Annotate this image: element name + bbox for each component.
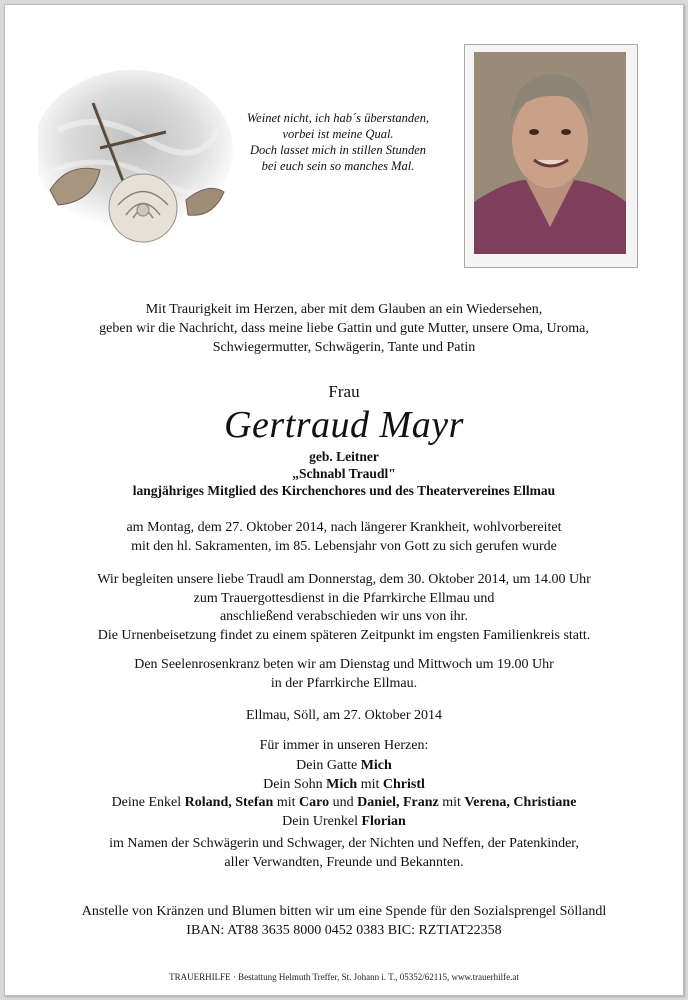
poem-line: vorbei ist meine Qual.: [282, 127, 394, 141]
portrait-icon: [474, 52, 626, 254]
funeral-line: Die Urnenbeisetzung findet zu einem späteren Zeitpunkt im engsten Familienkreis statt.: [97, 627, 591, 643]
intro-line: geben wir die Nachricht, dass meine liebe Gattin und gute Mutter, unsere Oma, Uroma,: [99, 321, 589, 336]
poem: [218, 110, 458, 174]
poem-line: bei euch sein so manches Mal.: [261, 159, 415, 173]
family-grandchildren: [0, 794, 688, 813]
maiden-name: geb. Leitner: [309, 449, 379, 464]
son-connector: mit: [357, 776, 383, 792]
intro-line: Mit Traurigkeit im Herzen, aber mit dem Glauben an ein Wiedersehen,: [145, 302, 543, 317]
funeral-line: anschließend verabschieden wir uns von ihr.: [219, 609, 469, 624]
deceased-name: Gertraud Mayr: [224, 404, 464, 446]
rosary-line: Den Seelenrosenkranz beten wir am Dienstag und Mittwoch um 19.00 Uhr: [134, 657, 554, 672]
husband-label: Dein Gatte: [296, 758, 361, 773]
relatives-line: im Namen der Schwägerin und Schwager, der Nichten und Neffen, der Patenkinder,: [109, 836, 579, 851]
donation-line: Anstelle von Kränzen und Blumen bitten wir um eine Spende für den Sozialsprengel Söllandl: [81, 904, 607, 919]
connector: mit: [438, 795, 465, 810]
portrait-photo: [474, 52, 626, 254]
salutation: Frau: [328, 382, 360, 401]
intro-text: [0, 300, 688, 357]
bank-details: IBAN: AT88 3635 8000 0452 0383 BIC: RZTIAT22358: [186, 922, 502, 938]
death-line: mit den hl. Sakramenten, im 85. Lebensjahr von Gott zu sich gerufen wurde: [131, 538, 557, 554]
son-name: Mich: [326, 776, 358, 792]
funeral-info: [0, 571, 688, 645]
nickname: „Schnabl Traudl": [292, 466, 396, 481]
poem-line: Weinet nicht, ich hab´s überstanden,: [246, 111, 430, 125]
poem-line: Doch lasset mich in stillen Stunden: [249, 143, 427, 157]
son-label: Dein Sohn: [263, 776, 327, 792]
funeral-line: zum Trauergottesdienst in die Pfarrkirche Ellmau und: [193, 590, 495, 606]
death-notice: [0, 519, 688, 556]
family-list: [0, 757, 688, 831]
grandchildren-names: Daniel, Franz: [357, 795, 439, 810]
cross-rose-image: [38, 70, 238, 260]
great-grandchild-name: Florian: [361, 813, 406, 829]
forever-heading: Für immer in unseren Herzen:: [259, 738, 429, 753]
rosary-info: [0, 656, 688, 693]
son-partner-name: Christl: [382, 776, 425, 792]
footer-imprint: TRAUERHILFE · Bestattung Helmuth Treffer, St. Johann i. T., 05352/62115, www.trauerhilfe.at: [169, 972, 519, 982]
grandchildren-names: Verena, Christiane: [464, 795, 577, 810]
grandchildren-names: Roland, Stefan: [184, 795, 274, 810]
husband-name: Mich: [360, 758, 392, 773]
death-line: am Montag, dem 27. Oktober 2014, nach längerer Krankheit, wohlvorbereitet: [126, 520, 562, 535]
membership: langjähriges Mitglied des Kirchenchores und des Theatervereines Ellmau: [132, 483, 556, 498]
rose-icon: [109, 174, 177, 242]
connector: mit: [273, 795, 300, 810]
grandchildren-names: Caro: [299, 795, 330, 810]
donation-text: [0, 903, 688, 940]
relatives-text: [0, 835, 688, 872]
grandchildren-label: Deine Enkel: [111, 795, 185, 810]
family-son: [0, 776, 688, 795]
funeral-line: Wir begleiten unsere liebe Traudl am Donnerstag, dem 30. Oktober 2014, um 14.00 Uhr: [97, 572, 591, 587]
place-date: Ellmau, Söll, am 27. Oktober 2014: [246, 708, 442, 723]
family-husband: [0, 757, 688, 776]
family-great-grandchild: [0, 813, 688, 832]
great-grandchild-label: Dein Urenkel: [282, 813, 362, 829]
rosary-line: in der Pfarrkirche Ellmau.: [270, 675, 418, 691]
intro-line: Schwiegermutter, Schwägerin, Tante und Patin: [212, 340, 476, 355]
relatives-line: aller Verwandten, Freunde und Bekannten.: [224, 854, 464, 870]
connector: und: [329, 795, 358, 810]
